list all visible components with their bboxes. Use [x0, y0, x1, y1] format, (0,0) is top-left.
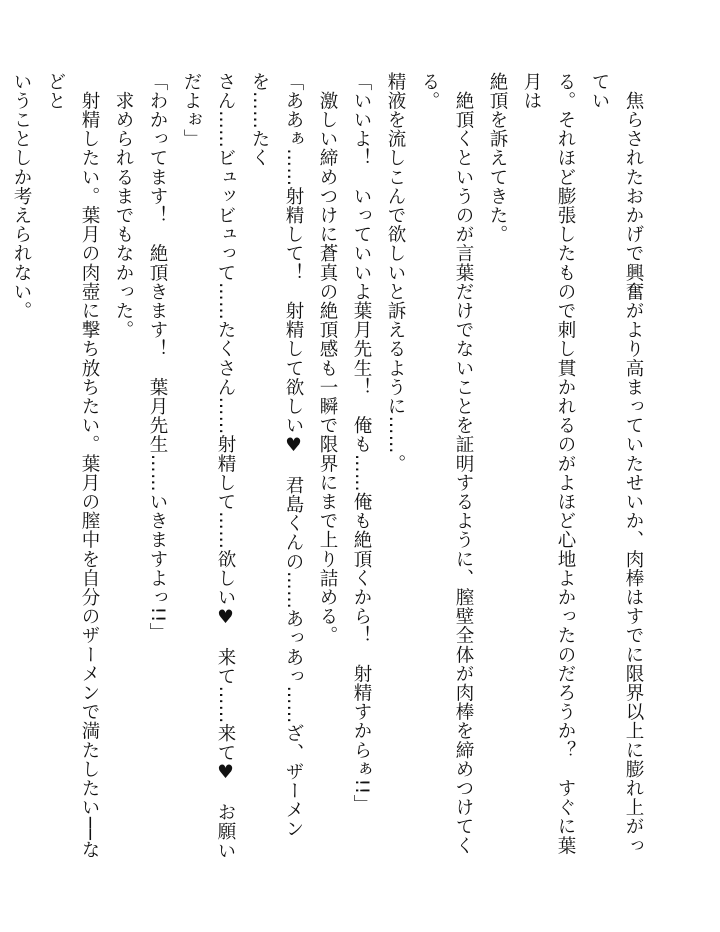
paragraph-9: [0, 72, 4, 872]
paragraph-2: 絶頂くというのが言葉だけでないことを証明するように、膣壁全体が肉棒を締めつけてくる。 精液を流しこんで欲しいと訴えるように……。: [385, 72, 474, 856]
paragraph-5: 「ああぁ……射精して！ 射精して欲しい♥ 君島くんの……あっあっ……ざ、ザーメンを……たく さん……ビュッビュって……たくさん……射精して……欲しい♥ 来て……来て♥ お願いだよぉ」: [181, 72, 304, 861]
paragraph-4: 激しい締めつけに蒼真の絶頂感も一瞬で限界にまで上り詰める。: [317, 72, 338, 645]
paragraph-3: 「いいよ！ いっていいよ葉月先生！ 俺も……俺も絶頂くから！ 射精すからぁ!!」: [351, 72, 372, 814]
paragraph-1: 焦らされたおかげで興奮がより高まっていたせいか、肉棒はすでに限界以上に膨れ上がってい る。それほど膨張したもので刺し貫かれるのがよほど心地よかったのだろうか？ すぐに葉月は 絶頂を訴えてきた。: [487, 72, 644, 856]
paragraph-8: 射精したい。葉月の肉壺に撃ち放ちたい。葉月の膣中を自分のザーメンで満たしたい──などと いうことしか考えられない。: [11, 72, 100, 860]
paragraph-6: 「わかってます！ 絶頂きます！ 葉月先生……いきますよっ!!」: [147, 72, 168, 642]
paragraph-7: 求められるまでもなかった。: [113, 72, 134, 340]
vertical-text-body: [0, 72, 650, 872]
